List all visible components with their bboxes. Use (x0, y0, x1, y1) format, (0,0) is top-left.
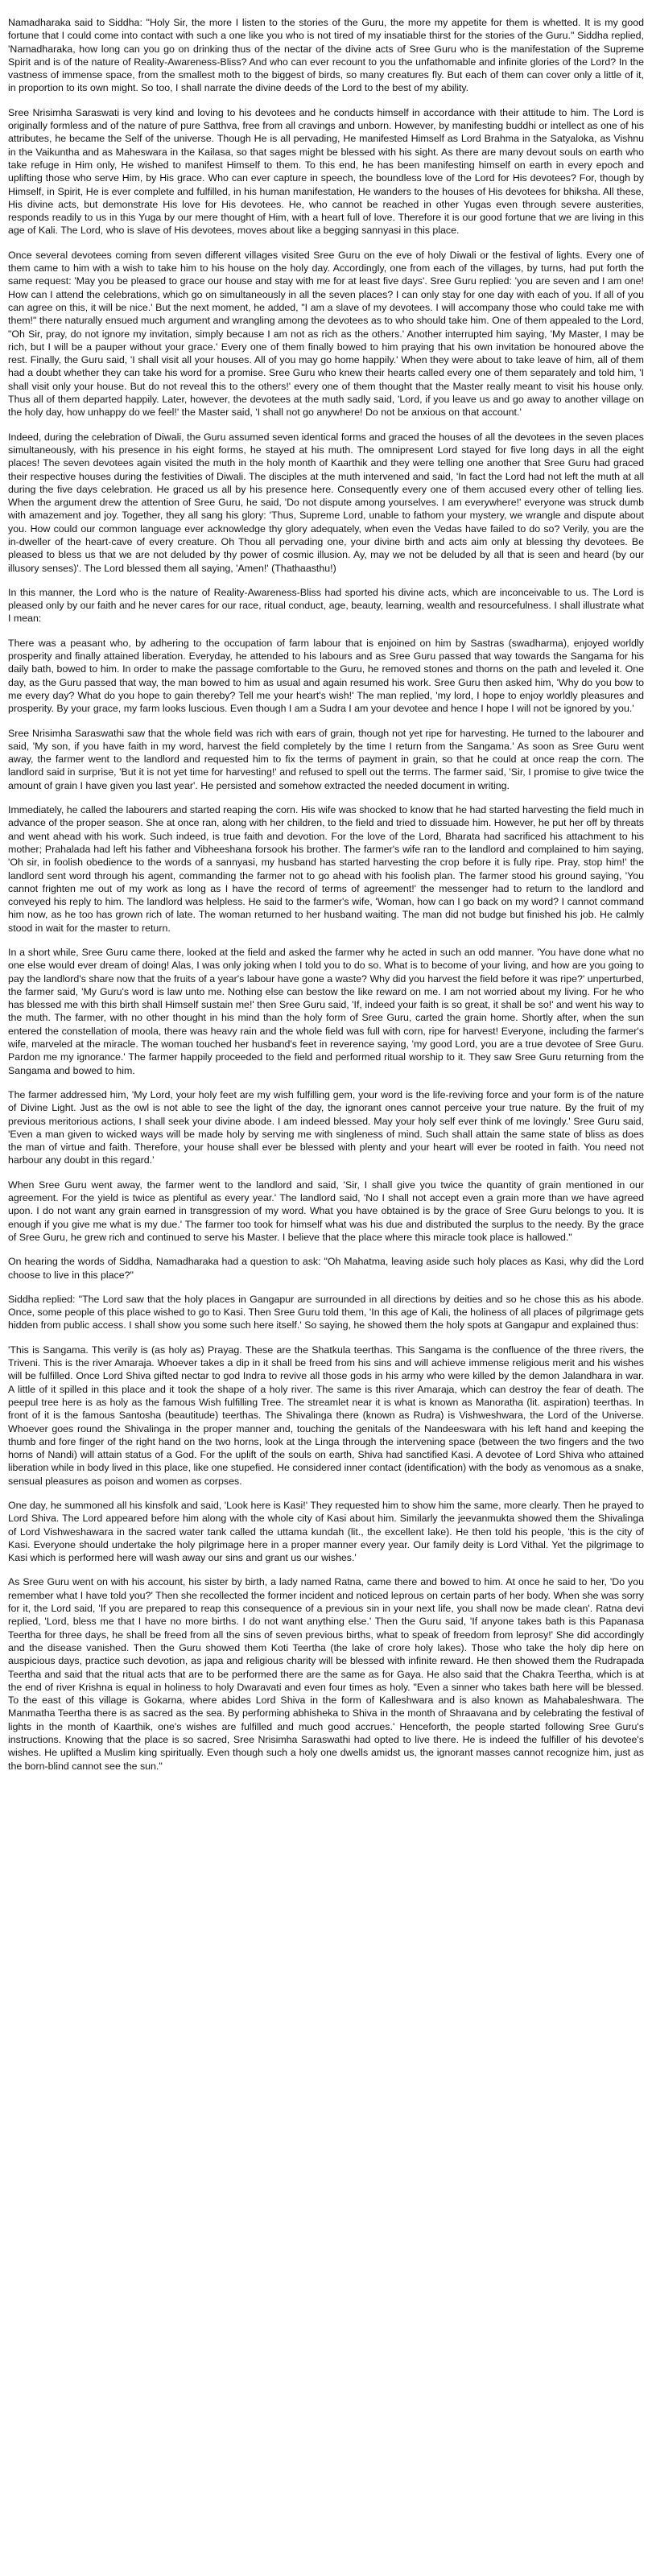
paragraph-kasi-vision: One day, he summoned all his kinsfolk and said, 'Look here is Kasi!' They requested him to show him the same, more clearly. Then he prayed to Lord Shiva. The Lord appeared before him along with the whole city of Kasi about him. Similarly the jeevanmukta showed them the Shivalinga of Lord Vishweshawara in the sacred water tank called the uttama kundah (lit., the excellent lake). He then told his people, 'this is the city of Kasi. Everyone should undertake the holy pilgrimage here in a proper manner every year. Our family deity is Lord Vithal. Yet the pilgrimage to Kasi which is performed here will wash away our sins and grant us our wishes.' (8, 1499, 644, 1564)
paragraph-namadharaka-question: On hearing the words of Siddha, Namadharaka had a question to ask: "Oh Mahatma, leaving aside such holy places as Kasi, why did the Lord choose to live in this place?" (8, 1256, 644, 1281)
paragraph-wife-complaint: Immediately, he called the labourers and started reaping the corn. His wife was shocked to know that he had started harvesting the field much in advance of the proper season. She at once ran, along with her children, to the field and tried to dissuade him. However, he put her off by threats and went ahead with his work. Such indeed, is true faith and devotion. For the love of the Lord, Bharata had sacrificed his attachment to his mother; Prahalada had left his father and Vibheeshana forsook his brother. The farmer's wife ran to the landlord and complained to him saying, 'Oh sir, in foolish obedience to the words of a sannyasi, my husband has started harvesting the crop before it is fully ripe. Pray, stop him!' the landlord sent word through his agent, commanding the farmer not to go ahead with his foolish plan. The farmer stood his ground saying, 'You cannot frighten me out of my work as long as I have the record of terms of agreement!' the messenger had to return to the landlord and conveyed his reply to him. The landlord was helpless. He said to the farmer's wife, 'Woman, how can I go back on my word? I cannot command him now, as he too has grown rich of late. The woman returned to her husband waiting. The man did not budge but finished his job. He calmly stood in wait for the master to return. (8, 804, 644, 934)
paragraph-namadharaka-request: Namadharaka said to Siddha: "Holy Sir, the more I listen to the stories of the Guru, the more my appetite for them is whetted. It is my good fortune that I could come into contact with such a one like you who is not tired of my insatiable thirst for the stories of the Guru." Siddha replied, 'Namadharaka, how long can you go on drinking thus of the nectar of the divine acts of Sree Guru who is the manifestation of the Supreme Spirit and is of the nature of Reality-Awareness-Bliss? And who can ever recount to you the unfathomable and infinite glories of the Lord? In the vastness of immense space, from the smallest moth to the biggest of birds, so many creatures fly. But each of them can cover only a little of it, in proportion to its own might. So too, I shall narrate the divine deeds of the Lord to the best of my ability. (8, 17, 644, 94)
paragraph-diwali-invitations: Once several devotees coming from seven different villages visited Sree Guru on the eve of holy Diwali or the festival of lights. Every one of them came to him with a wish to take him to his house on the holy day. Accordingly, one from each of the villages, by turns, had put forth the same request: 'May you be pleased to grace our house and stay with me for at least five days'. Sree Guru replied: 'you are seven and I am one! How can I attend the celebrations, which go on simultaneously in all the seven places? I can only stay for one day with each of you. If all of you can agree on this, it will be nice.' But the next moment, he added, "I am a slave of my devotees. I will accompany those who could take me with them!" there naturally ensued much argument and wrangling among the devotees as to who should take him. One of them appealed to the Lord, "Oh Sir, pray, do not ignore my invitation, simply because I am not as rich as the others.' Another interrupted him saying, 'My Master, I may be rich, but I will be a pauper without your grace.' Every one of them finally bowed to him praying that his own invitation be honoured above the rest. Finally, the Guru said, 'I shall visit all your houses. All of you may go home happily.' When they were about to take leave of him, all of them had a doubt whether they can take his word for a promise. Sree Guru who knew their hearts called every one of them separately and told him, 'I shall visit only your house. But do not reveal this to the others!' every one of them thought that the Master really meant to visit his house only. Thus all of them departed happily. Later, however, the devotees at the muth sadly said, 'Lord, if you leave us and go away to another village on the holy day, how unhappy do we feel!' the Master said, 'I shall not go anywhere! Do not be anxious on that account.' (8, 249, 644, 419)
paragraph-seven-forms: Indeed, during the celebration of Diwali, the Guru assumed seven identical forms and graced the houses of all the devotees in the seven places simultaneously, with his presence in his eight forms, he stayed at his muth. The omnipresent Lord stayed for five long days in all the eight places! The seven devotees again visited the muth in the holy month of Kaarthik and they were telling one another that Sree Guru had graced their respective houses during the festivities of Diwali. The disciples at the muth intervened and said, 'In fact the Lord had not left the muth at all during the five days celebration. He graced us all by his presence here. Consequently every one of them accused every other of telling lies. When the argument drew the attention of Sree Guru, he said, 'Do not dispute among yourselves. I am everywhere!' everyone was struck dumb with amazement and joy. Together, they all sang his glory: 'Thus, Supreme Lord, unable to fathom your mystery, we wrangle and dispute about you. How could our common language ever acknowledge thy glory adequately, when even the Vedas have failed to do so? Verily, you are the in-dweller of the heart-cave of every creature. Oh Thou all pervading one, your divine birth and acts aim only at blessing thy devotees. Be pleased to bless us that we are not deluded by thy power of cosmic illusion. Ay, may we not be deluded by all that is seen and heard (by our illusory senses)'. The Lord blessed them all saying, 'Amen!' (Thathaasthu!) (8, 431, 644, 574)
paragraph-harvest-command: Sree Nrisimha Saraswathi saw that the whole field was rich with ears of grain, though not yet ripe for harvesting. He turned to the labourer and said, 'My son, if you have faith in my word, harvest the field completely by the time I return from the Sangama.' As soon as Sree Guru went away, the farmer went to the landlord and requested him to fix the terms of payment in grain, so that he could at once reap the corn. The landlord said in surprise, 'But it is not yet time for harvesting!' and refused to spell out the terms. The farmer said, 'Sir, I promise to give twice the amount of grain I have given you last year'. He persisted and somehow extracted the needed document in writing. (8, 727, 644, 791)
paragraph-ratna-leprosy: As Sree Guru went on with his account, his sister by birth, a lady named Ratna, came there and bowed to him. At once he said to her, 'Do you remember what I have told you?' Then she recollected the former incident and noticed leprous on certain parts of her body. When she was sorry for it, the Lord said, 'If you are prepared to reap this consequence of a previous sin in your next life, you shall now be made clean'. Ratna devi replied, 'Lord, bless me that I have no more births. I do not want anything else.' Then the Guru said, 'If anyone takes bath is this Papanasa Teertha for three days, he shall be freed from all the sins of seven previous births, what to speak of freedom from leprosy!' She did accordingly and the disease vanished. Then the Guru showed them Koti Teertha (the lake of crore holy lakes). Those who take the holy dip here on auspicious days, practice such devotion, as japa and religious charity will be blessed with infinite reward. He then showed them the Rudrapada Teertha and said that the ritual acts that are to be performed there are the same as for Gaya. He also said that the Chakra Teertha, which is at the end of river Krishna is equal in holiness to holy Dwaravati and even four times as holy. "Even a sinner who takes bath here will be blessed. To the east of this village is Gokarna, where abides Lord Shiva in the form of Kalleshwara and is also known as Mahabaleshwara. The Manmatha Teertha there is as sacred as the sea. By performing abhisheka to Shiva in the month of Shraavana and by celebrating the festival of lights in the month of Kaarthik, one's wishes are fulfilled and much good accrues.' Henceforth, the people started following Sree Guru's instructions. Knowing that the place is so sacred, Sree Nrisimha Saraswathi had opted to live there. He is indeed the fulfiller of his devotee's wishes. He uplifted a Muslim king spiritually. Even though such a holy one dwells amidst us, the ignorant masses cannot recognize him, just as the born-blind cannot see the sun." (8, 1576, 644, 1772)
paragraph-lord-pleased-by-faith: In this manner, the Lord who is the nature of Reality-Awareness-Bliss had sported his divine acts, which are inconceivable to us. The Lord is pleased only by our faith and he never cares for our race, ritual conduct, age, beauty, learning, wealth and resourcefulness. I shall illustrate what I mean: (8, 586, 644, 625)
paragraph-landlord-share: When Sree Guru went away, the farmer went to the landlord and said, 'Sir, I shall give you twice the quantity of grain mentioned in our agreement. For the yield is twice as plentiful as every year.' The landlord said, 'No I shall not accept even a grain more than we have agreed upon. I do not want any grain earned in transgression of my word. What you have obtained is by the grace of Sree Guru belongs to you. It is enough if you give me what is my due.' The farmer too took for himself what was his due and distributed the surplus to the needy. By the grace of Sree Guru, he grew rich and continued to serve his Master. I believe that the place where this miracle took place is hallowed." (8, 1179, 644, 1243)
paragraph-sangama-description: 'This is Sangama. This verily is (as holy as) Prayag. These are the Shatkula teerthas. This Sangama is the confluence of the three rivers, the Triveni. This is the river Amaraja. Whoever takes a dip in it shall be freed from his sins and will achieve immense religious merit and his wishes will be fulfilled. Once Lord Shiva gifted nectar to god Indra to revive all those gods in his army who were killed by the demon Jalandhara in war. A little of it spilled in this place and it took the shape of a holy river. The same is this river Amaraja, which can destroy the fear of death. The peepul tree here is as holy as the famous Wish fulfilling Tree. The streamlet near it is what is known as Manoratha (lit. aspiration) teerthas. In front of it is the famous Santosha (beautitude) teerthas. The Shivalinga there (known as Rudra) is Vishweshwara, the Lord of the Universe. Whoever goes round the Shivalinga in the proper manner and, touching the genitals of the Nandeeswara with his left hand and keeping the thumb and fore finger of the right hand on the two horns, look at the Linga through the intervening space (between the two fingers and the two horns of Nandi) will attain status of a God. For the uplift of the souls on earth, Shiva had sanctified Kasi. A devotee of Lord Shiva who attained liberation while in body lived in this place, like one stupefied. He considered inner contact (identification) with the body as venomous as a snake, sensual pleasures as poison and women as corpses. (8, 1344, 644, 1487)
paragraph-farmer-praise: The farmer addressed him, 'My Lord, your holy feet are my wish fulfilling gem, your word is the life-reviving force and your form is of the nature of Divine Light. Just as the owl is not able to see the light of the day, the ignorant ones cannot perceive your true nature. By the fruit of my previous meritorious actions, I shall seek your divine abode. I am indeed blessed. May your holy self ever think of me lovingly.' Sree Guru said, 'Even a man given to wicked ways will be made holy by serving me with singleness of mind. Such shall attain the same state of bliss as does the man of virtue and faith. Therefore, your house shall ever be blessed with plenty and your heart will ever be rooted in faith. You need not harbour any doubt in this regard.' (8, 1088, 644, 1166)
paragraph-siddha-reply: Siddha replied: "The Lord saw that the holy places in Gangapur are surrounded in all directions by deities and so he chose this as his abode. Once, some people of this place wished to go to Kasi. Then Sree Guru told them, 'In this age of Kali, the holiness of all places of pilgrimage gets hidden from public access. I shall show you some such here itself.' So saying, he showed them the holy spots at Gangapur and explained thus: (8, 1293, 644, 1331)
paragraph-peasant-story: There was a peasant who, by adhering to the occupation of farm labour that is enjoined on him by Sastras (swadharma), enjoyed worldly prosperity and finally attained liberation. Everyday, he attended to his labours and as Sree Guru passed that way towards the Sangama for his daily bath, bowed to him. In order to make the passage comfortable to the Guru, he removed stones and thorns on the path and leveled it. One day, as the Guru passed that way, the man bowed to him as usual and again resumed his work. Sree Guru then asked him, 'Why do you bow to me every day? What do you hope to gain thereby? Tell me your heart's wish!' The man replied, 'my lord, I hope to enjoy worldly pleasures and prosperity. By your grace, my farm looks luscious. Even though I am a Sudra I am your devotee and hence I hope I will not be ignored by you.' (8, 637, 644, 715)
paragraph-guru-nature: Sree Nrisimha Saraswati is very kind and loving to his devotees and he conducts himself in accordance with their attitude to him. The Lord is originally formless and of the nature of pure Satthva, free from all cravings and unborn. However, by manifesting buddhi or intellect as one of his attributes, he became the Self of the universe. Though He is all pervading, He manifested Himself as Lord Brahma in the Satyaloka, as Vishnu in the Vaikuntha and as Maheswara in the Kailasa, so that sages might be blessed with his sight. As there are many devout souls on earth who take refuge in Him only, He wished to manifest Himself to them. To this end, he has been manifesting himself on earth in every epoch and uplifting those who serve Him, by His grace. Who can ever capture in speech, the boundless love of the Lord for His devotees? For, though by Himself, in Spirit, He is ever complete and fulfilled, in his human manifestation, He wanders to the houses of His devotees for bhiksha. All these, His divine acts, but demonstrate His love for His devotees. He, who cannot be reached in other Yugas even through severe austerities, responds readily to us in this Yuga by our mere thought of Him, with a heart full of love. Therefore it is our good fortune that we are living in this age of Kali. The Lord, who is slave of His devotees, moves about like a begging sannyasi in this place. (8, 106, 644, 237)
paragraph-miracle-rain: In a short while, Sree Guru came there, looked at the field and asked the farmer why he acted in such an odd manner. 'You have done what no one else would ever dream of doing! Alas, I was only joking when I told you to do so. What is to become of your living, and how are you going to pay the landlord's share now that the fruits of a year's labour have gone a waste? Why did you harvest the field before it was ripe?' unperturbed, the farmer said, 'My Guru's word is law unto me. Nothing else can bestow the like reward on me. I am not worried about my living. For he who has blessed me with this birth shall Himself sustain me!' then Sree Guru said, 'If, indeed your faith is so great, it shall be so!' and went his way to the muth. The farmer, with no other thought in his mind than the holy form of Sree Guru, carted the grain home. Shortly after, when the sun entered the constellation of moola, there was heavy rain and the whole field was full with corn, ripe for harvest! Everyone, including the farmer's wife, marveled at the miracle. The woman touched her husband's feet in reverence saying, 'my good Lord, you are a true devotee of Sree Guru. Pardon me my ignorance.' The farmer happily proceeded to the field and performed ritual worship to it. They saw Sree Guru returning from the Sangama and bowed to him. (8, 947, 644, 1076)
